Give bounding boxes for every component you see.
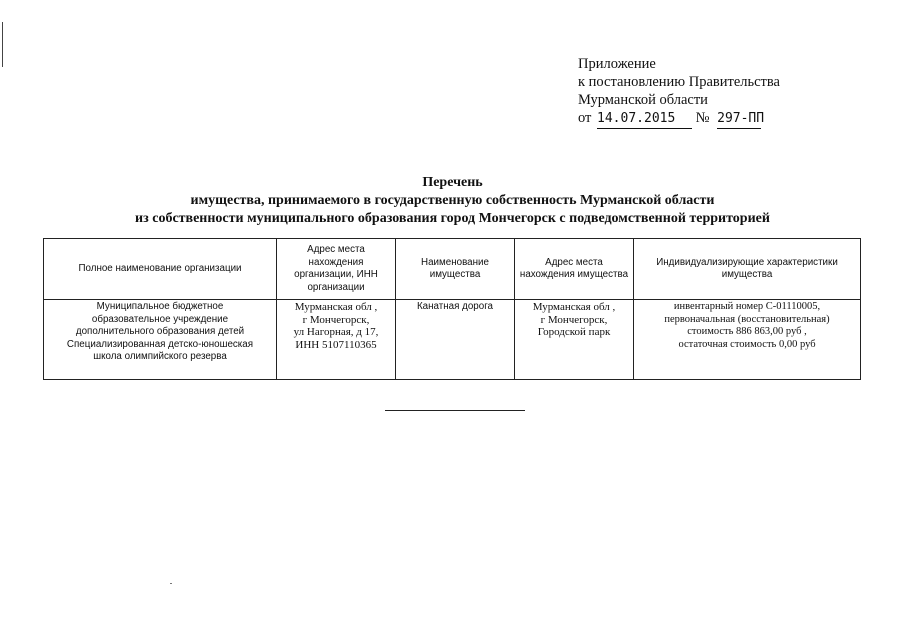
appendix-line-1: Приложение	[578, 56, 656, 72]
cell-org-address	[277, 300, 396, 380]
org-line: Муниципальное бюджетное	[96, 301, 224, 312]
org-address-line: г Мончегорск,	[302, 313, 370, 326]
closing-rule	[385, 410, 525, 411]
property-address-line: Городской парк	[537, 326, 611, 338]
cell-property-name: Канатная дорога	[396, 300, 515, 380]
org-line: Специализированная детско-юношеская	[66, 338, 254, 350]
header-property-address: Адрес места нахождения имущества	[515, 239, 634, 300]
scan-edge-mark	[2, 22, 3, 67]
decree-number: 297-ПП	[717, 110, 761, 129]
date-prefix: от	[578, 110, 592, 126]
appendix-date-line	[578, 109, 780, 129]
property-address-line: Мурманская обл ,	[532, 301, 616, 313]
header-property-characteristics: Индивидуализирующие характеристики имущества	[634, 239, 861, 300]
org-line: образовательное учреждение	[91, 313, 229, 325]
org-address-line: ИНН 5107110365	[295, 338, 377, 351]
document-heading	[0, 174, 905, 228]
appendix-block	[578, 55, 780, 129]
characteristics-line: стоимость 886 863,00 руб ,	[687, 326, 807, 337]
table-header-row	[44, 239, 861, 300]
cell-property-address	[515, 300, 634, 380]
header-org-address: Адрес места нахождения организации, ИНН организации	[277, 239, 396, 300]
heading-line-3: из собственности муниципального образования город Мончегорск с подведомственной территорией	[135, 211, 770, 226]
org-line: дополнительного образования детей	[75, 326, 245, 337]
header-property-name: Наименование имущества	[396, 239, 515, 300]
org-line: школа олимпийского резерва	[93, 351, 227, 362]
decree-date: 14.07.2015	[597, 110, 692, 129]
table-row	[44, 300, 861, 380]
cell-property-characteristics	[634, 300, 861, 380]
characteristics-line: инвентарный номер С-01110005,	[673, 301, 821, 312]
appendix-line-2: к постановлению Правительства	[578, 74, 780, 90]
characteristics-line: остаточная стоимость 0,00 руб	[678, 338, 816, 350]
org-address-line: ул Нагорная, д 17,	[293, 326, 379, 338]
header-org-name: Полное наименование организации	[44, 239, 277, 300]
appendix-line-3: Мурманской области	[578, 92, 708, 108]
characteristics-line: первоначальная (восстановительная)	[664, 313, 830, 325]
heading-line-2: имущества, принимаемого в государственную собственность Мурманской области	[190, 193, 715, 208]
cell-org-name	[44, 300, 277, 380]
scan-speck	[170, 583, 172, 584]
number-prefix: №	[695, 110, 710, 126]
heading-title: Перечень	[422, 175, 483, 190]
property-address-line: г Мончегорск,	[540, 313, 608, 326]
org-address-line: Мурманская обл ,	[294, 301, 378, 313]
property-table	[43, 238, 861, 380]
